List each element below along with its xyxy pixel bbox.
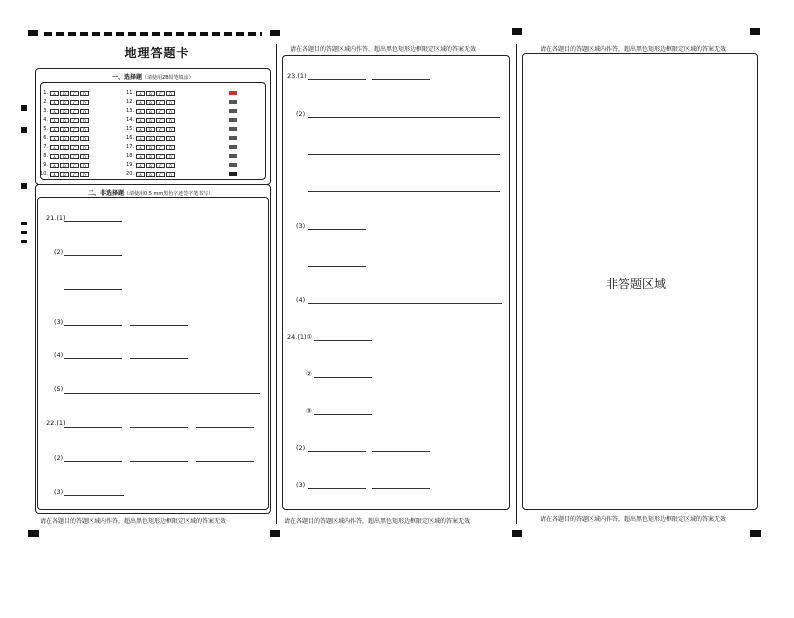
column-divider xyxy=(276,44,277,524)
answer-bubble[interactable]: A xyxy=(50,136,59,141)
answer-line[interactable] xyxy=(64,393,260,394)
answer-bubble[interactable]: B xyxy=(60,118,69,123)
answer-line[interactable] xyxy=(64,221,122,222)
answer-bubble[interactable]: B xyxy=(146,127,155,132)
question-number: 4. xyxy=(43,117,48,123)
bottom-notice-col3: 请在各题目的答题区域内作答，超出黑色矩形边框限定区域的答案无效 xyxy=(540,516,727,523)
answer-bubble[interactable]: D xyxy=(166,109,175,114)
answer-bubble[interactable]: C xyxy=(70,154,79,159)
choice-section-title: 一、选择题（请使用2B铅笔填涂） xyxy=(112,74,194,81)
answer-bubble[interactable]: D xyxy=(80,154,89,159)
answer-bubble[interactable]: C xyxy=(156,109,165,114)
choice-row xyxy=(34,98,90,106)
answer-bubble[interactable]: C xyxy=(70,91,79,96)
card-title: 地理答题卡 xyxy=(124,46,190,60)
question-number: 7. xyxy=(43,144,48,150)
question-number: 8. xyxy=(43,153,48,159)
q22-2-label: (2) xyxy=(54,454,64,462)
answer-bubble[interactable]: A xyxy=(136,109,145,114)
q21-1-label: 21.(1) xyxy=(46,214,66,222)
question-number: 2. xyxy=(43,99,48,105)
question-number: 10. xyxy=(40,171,48,177)
answer-line[interactable] xyxy=(308,229,366,230)
answer-line[interactable] xyxy=(372,451,430,452)
choice-row xyxy=(34,134,90,142)
choice-row xyxy=(120,170,176,178)
question-number: 13. xyxy=(126,108,134,114)
fill-sample-swatch xyxy=(229,109,237,113)
answer-bubble[interactable]: C xyxy=(156,163,165,168)
nonchoice-section-title: 二、非选择题（请使用0.5 mm黑色字迹签字笔书写） xyxy=(88,190,214,197)
answer-bubble[interactable]: B xyxy=(60,154,69,159)
answer-bubble[interactable]: B xyxy=(60,100,69,105)
choice-row xyxy=(120,125,176,133)
q23-4-label: (4) xyxy=(296,296,306,304)
answer-bubble[interactable]: C xyxy=(70,172,79,177)
bottom-notice-col1: 请在各题目的答题区域内作答，超出黑色矩形边框限定区域的答案无效 xyxy=(40,518,227,525)
answer-bubble[interactable]: D xyxy=(80,136,89,141)
answer-bubble[interactable]: C xyxy=(70,100,79,105)
answer-bubble[interactable]: B xyxy=(60,172,69,177)
fill-sample-swatch xyxy=(229,154,237,158)
choice-row xyxy=(120,152,176,160)
answer-bubble[interactable]: A xyxy=(50,163,59,168)
answer-bubble[interactable]: B xyxy=(146,163,155,168)
question-number: 17. xyxy=(126,144,134,150)
choice-row xyxy=(34,170,90,178)
answer-bubble[interactable]: A xyxy=(50,172,59,177)
choice-row xyxy=(34,152,90,160)
barcode-dash-row xyxy=(44,32,262,36)
fill-sample-swatch xyxy=(229,163,237,167)
question-number: 18. xyxy=(126,153,134,159)
answer-bubble[interactable]: A xyxy=(136,100,145,105)
answer-bubble[interactable]: C xyxy=(156,100,165,105)
q21-5-label: (5) xyxy=(54,385,64,393)
choice-row xyxy=(34,89,90,97)
answer-bubble[interactable]: D xyxy=(166,172,175,177)
answer-line[interactable] xyxy=(196,461,254,462)
q21-2-label: (2) xyxy=(54,248,64,256)
answer-bubble[interactable]: B xyxy=(146,145,155,150)
answer-bubble[interactable]: C xyxy=(156,91,165,96)
answer-bubble[interactable]: A xyxy=(136,172,145,177)
answer-bubble[interactable]: C xyxy=(156,127,165,132)
answer-bubble[interactable]: A xyxy=(136,154,145,159)
column-divider xyxy=(516,44,517,524)
choice-row xyxy=(120,143,176,151)
answer-bubble[interactable]: B xyxy=(60,136,69,141)
answer-bubble[interactable]: C xyxy=(156,118,165,123)
question-number: 14. xyxy=(126,117,134,123)
question-number: 12. xyxy=(126,99,134,105)
answer-bubble[interactable]: D xyxy=(166,118,175,123)
answer-line[interactable] xyxy=(308,488,366,489)
answer-line[interactable] xyxy=(64,255,122,256)
answer-bubble[interactable]: C xyxy=(70,163,79,168)
answer-bubble[interactable]: A xyxy=(50,127,59,132)
position-mark xyxy=(28,530,39,537)
answer-bubble[interactable]: D xyxy=(166,127,175,132)
question-number: 1. xyxy=(43,90,48,96)
answer-bubble[interactable]: B xyxy=(146,154,155,159)
position-mark xyxy=(750,28,760,35)
answer-bubble[interactable]: B xyxy=(146,91,155,96)
answer-bubble[interactable]: D xyxy=(80,172,89,177)
q24-2-label: (2) xyxy=(296,444,306,452)
answer-bubble[interactable]: D xyxy=(166,163,175,168)
answer-bubble[interactable]: C xyxy=(70,136,79,141)
question-number: 15. xyxy=(126,126,134,132)
answer-bubble[interactable]: A xyxy=(136,163,145,168)
col2-answer-box xyxy=(282,55,510,510)
answer-bubble[interactable]: C xyxy=(156,154,165,159)
fill-sample-swatch xyxy=(229,172,237,176)
choice-row xyxy=(34,107,90,115)
fill-sample-swatch xyxy=(229,100,237,104)
answer-line[interactable] xyxy=(196,427,254,428)
answer-bubble[interactable]: C xyxy=(156,145,165,150)
answer-line[interactable] xyxy=(130,325,188,326)
answer-line[interactable] xyxy=(64,289,122,290)
q22-1-label: 22.(1) xyxy=(46,419,66,427)
answer-line[interactable] xyxy=(308,191,500,192)
answer-bubble[interactable]: D xyxy=(166,145,175,150)
answer-bubble[interactable]: C xyxy=(156,136,165,141)
question-number: 5. xyxy=(43,126,48,132)
answer-bubble[interactable]: B xyxy=(146,100,155,105)
answer-line[interactable] xyxy=(64,325,122,326)
top-notice-col3: 请在各题目的答题区域内作答，超出黑色矩形边框限定区域的答案无效 xyxy=(540,46,727,53)
choice-row xyxy=(34,125,90,133)
q24-1b-label: ② xyxy=(306,370,312,378)
answer-line[interactable] xyxy=(308,117,500,118)
q21-3-label: (3) xyxy=(54,318,64,326)
position-mark xyxy=(270,530,280,537)
answer-bubble[interactable]: D xyxy=(166,100,175,105)
q23-1-label: 23.(1) xyxy=(287,72,307,80)
q23-2-label: (2) xyxy=(296,110,306,118)
answer-bubble[interactable]: D xyxy=(80,163,89,168)
answer-line[interactable] xyxy=(64,358,122,359)
fill-sample-swatch xyxy=(229,145,237,149)
answer-bubble[interactable]: B xyxy=(60,109,69,114)
answer-line[interactable] xyxy=(308,154,500,155)
answer-line[interactable] xyxy=(314,340,372,341)
top-notice-col2: 请在各题目的答题区域内作答，超出黑色矩形边框限定区域的答案无效 xyxy=(290,46,477,53)
answer-line[interactable] xyxy=(130,461,188,462)
choice-row xyxy=(120,107,176,115)
answer-bubble[interactable]: D xyxy=(80,109,89,114)
choice-row xyxy=(34,116,90,124)
answer-line[interactable] xyxy=(130,358,188,359)
answer-bubble[interactable]: B xyxy=(60,127,69,132)
choice-row xyxy=(120,98,176,106)
question-number: 3. xyxy=(43,108,48,114)
question-number: 19. xyxy=(126,162,134,168)
nonchoice-answer-box xyxy=(37,197,269,510)
answer-bubble[interactable]: A xyxy=(50,100,59,105)
timing-mark xyxy=(21,183,27,189)
fill-sample-swatch xyxy=(229,136,237,140)
answer-bubble[interactable]: A xyxy=(50,118,59,123)
question-number: 20. xyxy=(126,171,134,177)
answer-line[interactable] xyxy=(64,461,122,462)
answer-bubble[interactable]: B xyxy=(60,91,69,96)
choice-row xyxy=(120,89,176,97)
answer-bubble[interactable]: A xyxy=(136,118,145,123)
answer-line[interactable] xyxy=(64,495,124,496)
position-mark xyxy=(512,530,522,537)
timing-mark xyxy=(21,231,27,234)
answer-bubble[interactable]: C xyxy=(70,109,79,114)
answer-line[interactable] xyxy=(130,427,188,428)
answer-bubble[interactable]: A xyxy=(50,91,59,96)
answer-line[interactable] xyxy=(308,266,366,267)
answer-bubble[interactable]: B xyxy=(60,163,69,168)
timing-mark xyxy=(21,240,27,243)
answer-bubble[interactable]: D xyxy=(80,91,89,96)
position-mark xyxy=(512,28,522,35)
q23-3-label: (3) xyxy=(296,222,306,230)
q24-1-label: 24.(1)① xyxy=(287,333,313,341)
answer-bubble[interactable]: B xyxy=(146,109,155,114)
answer-bubble[interactable]: D xyxy=(166,136,175,141)
answer-bubble[interactable]: A xyxy=(50,109,59,114)
q24-1c-label: ③ xyxy=(306,407,312,415)
answer-bubble[interactable]: D xyxy=(80,100,89,105)
answer-bubble[interactable]: A xyxy=(136,136,145,141)
question-number: 11. xyxy=(126,90,134,96)
timing-mark xyxy=(21,105,27,111)
choice-row xyxy=(34,161,90,169)
q22-3-label: (3) xyxy=(54,488,64,496)
answer-line[interactable] xyxy=(372,79,430,80)
answer-line[interactable] xyxy=(314,377,372,378)
q21-4-label: (4) xyxy=(54,351,64,359)
answer-bubble[interactable]: A xyxy=(50,154,59,159)
answer-bubble[interactable]: A xyxy=(136,91,145,96)
answer-bubble[interactable]: D xyxy=(80,127,89,132)
answer-line[interactable] xyxy=(308,303,502,304)
choice-row xyxy=(120,116,176,124)
answer-bubble[interactable]: C xyxy=(70,118,79,123)
question-number: 16. xyxy=(126,135,134,141)
position-mark xyxy=(750,530,761,537)
answer-bubble[interactable]: A xyxy=(50,145,59,150)
position-mark xyxy=(28,30,38,36)
answer-bubble[interactable]: C xyxy=(70,145,79,150)
answer-line[interactable] xyxy=(308,79,366,80)
q24-3-label: (3) xyxy=(296,481,306,489)
choice-row xyxy=(120,134,176,142)
answer-bubble[interactable]: D xyxy=(80,118,89,123)
question-number: 9. xyxy=(43,162,48,168)
answer-line[interactable] xyxy=(314,414,372,415)
answer-line[interactable] xyxy=(372,488,430,489)
answer-bubble[interactable]: B xyxy=(60,145,69,150)
bottom-notice-col2: 请在各题目的答题区域内作答，超出黑色矩形边框限定区域的答案无效 xyxy=(284,518,471,525)
answer-bubble[interactable]: B xyxy=(146,118,155,123)
fill-sample-swatch xyxy=(229,118,237,122)
answer-bubble[interactable]: B xyxy=(146,136,155,141)
fill-sample-swatch xyxy=(229,127,237,131)
choice-row xyxy=(120,161,176,169)
answer-bubble[interactable]: D xyxy=(80,145,89,150)
answer-bubble[interactable]: D xyxy=(166,91,175,96)
position-mark xyxy=(270,30,280,36)
answer-bubble[interactable]: C xyxy=(156,172,165,177)
answer-bubble[interactable]: D xyxy=(166,154,175,159)
timing-mark xyxy=(21,127,27,133)
non-answer-region-label: 非答题区域 xyxy=(606,277,667,291)
answer-bubble[interactable]: B xyxy=(146,172,155,177)
answer-bubble[interactable]: C xyxy=(70,127,79,132)
timing-mark xyxy=(21,222,27,225)
choice-row xyxy=(34,143,90,151)
question-number: 6. xyxy=(43,135,48,141)
answer-line[interactable] xyxy=(308,451,366,452)
answer-bubble[interactable]: A xyxy=(136,127,145,132)
answer-bubble[interactable]: A xyxy=(136,145,145,150)
answer-line[interactable] xyxy=(64,427,122,428)
fill-sample-swatch xyxy=(229,91,237,95)
